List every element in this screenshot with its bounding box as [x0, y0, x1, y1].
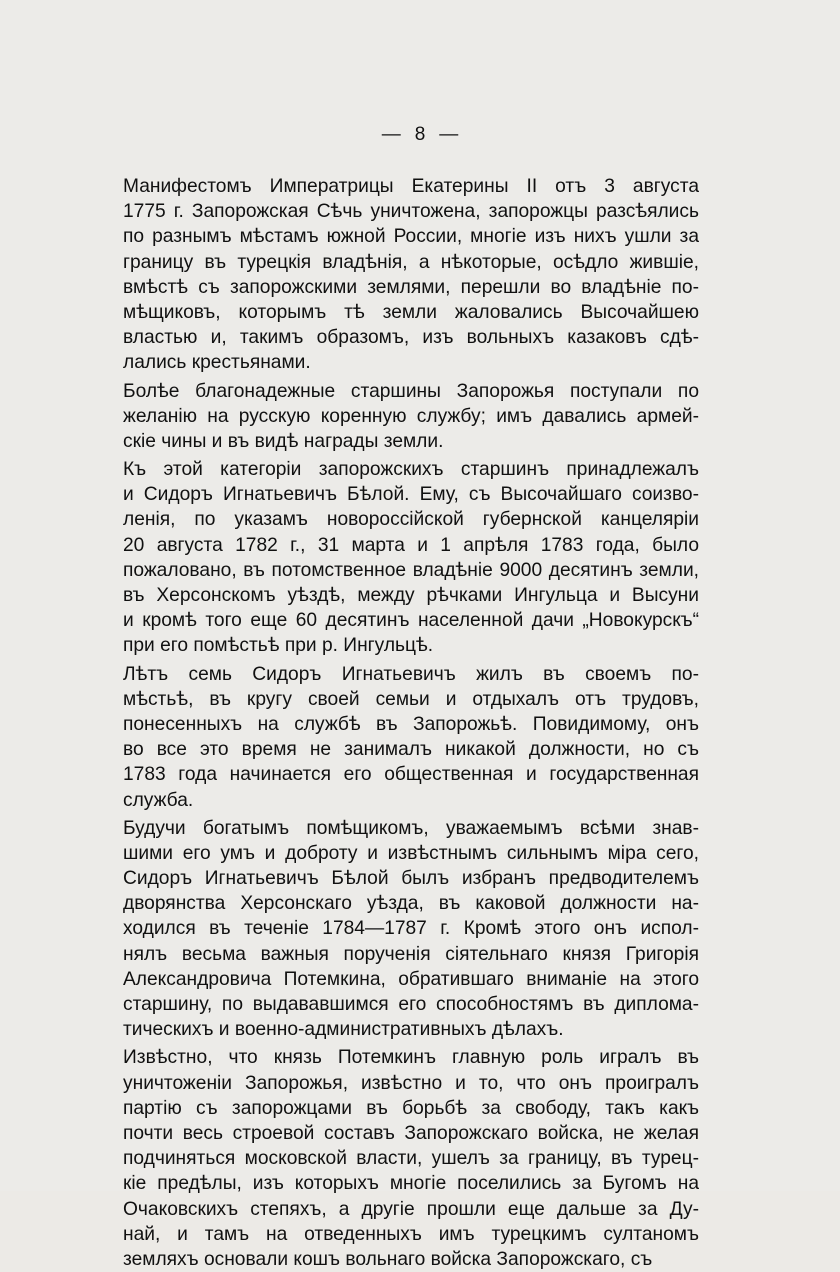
text-line: при его помѣстьѣ при р. Ингульцѣ.	[123, 635, 434, 657]
text-line: мѣщиковъ, которымъ тѣ земли жаловались Высочайшею	[123, 301, 699, 323]
text-line: 1775 г. Запорожская Сѣчь уничтожена, запорожцы разсѣялись	[123, 201, 699, 223]
text-line: тическихъ и военно-административныхъ дѣлахъ.	[123, 1019, 564, 1041]
text-line: Будучи богатымъ помѣщикомъ, уважаемымъ всѣми знав-	[123, 817, 699, 839]
text-line: най, и тамъ на отведенныхъ имъ турецкимъ султаномъ	[123, 1223, 699, 1245]
paragraph	[123, 816, 699, 1043]
text-line: скіе чины и въ видѣ награды земли.	[123, 430, 444, 452]
text-line: вмѣстѣ съ запорожскими землями, перешли во владѣніе по-	[123, 276, 699, 298]
text-line: нялъ весьма важныя порученія сіятельнаго князя Григорія	[123, 943, 699, 965]
text-line: властью и, такимъ образомъ, изъ вольныхъ казаковъ сдѣ-	[123, 327, 699, 349]
text-line: Сидоръ Игнатьевичъ Бѣлой былъ избранъ предводителемъ	[123, 868, 699, 890]
paragraph	[123, 1045, 699, 1272]
text-line: Извѣстно, что князь Потемкинъ главную роль игралъ въ	[123, 1047, 699, 1069]
text-line: Болѣе благонадежные старшины Запорожья поступали по	[123, 380, 699, 402]
text-line: по разнымъ мѣстамъ южной России, многіе изъ нихъ ушли за	[123, 226, 699, 248]
header-dash-right: —	[439, 124, 459, 145]
text-line: Лѣтъ семь Сидоръ Игнатьевичъ жилъ въ своемъ по-	[123, 663, 699, 685]
text-line: подчиняться московской власти, ушелъ за границу, въ турец-	[123, 1148, 699, 1170]
text-line: въ Херсонскомъ уѣздѣ, между рѣчками Ингульца и Высуни	[123, 585, 699, 606]
paragraph	[123, 457, 699, 659]
header-dash-left: —	[381, 124, 401, 145]
text-line: и кромѣ того еще 60 десятинъ населенной дачи „Новокурскъ“	[123, 610, 699, 632]
text-line: мѣстьѣ, въ кругу своей семьи и отдыхалъ отъ трудовъ,	[123, 688, 699, 710]
body-text	[123, 174, 699, 1272]
text-line: во все это время не занималъ никакой должности, но съ	[123, 739, 699, 761]
text-line: старшину, по выдававшимся его способностямъ въ диплома-	[123, 994, 699, 1015]
text-line: ходился въ теченіе 1784—1787 г. Кромѣ этого онъ испол-	[123, 918, 699, 940]
page-number-header	[0, 124, 840, 146]
text-line: 20 августа 1782 г., 31 марта и 1 апрѣля 1783 года, было	[123, 534, 699, 556]
text-line: Очаковскихъ степяхъ, а другіе прошли еще дальше за Ду-	[123, 1198, 699, 1220]
text-line: понесенныхъ на службѣ въ Запорожьѣ. Повидимому, онъ	[123, 713, 699, 735]
text-line: уничтоженіи Запорожья, извѣстно и то, что онъ проигралъ	[123, 1072, 699, 1094]
text-line: служба.	[123, 789, 194, 811]
text-line: границу въ турецкія владѣнія, а нѣкоторые, осѣдло жившіе,	[123, 251, 699, 273]
text-line: ленія, по указамъ новороссійской губернской канцеляріи	[123, 509, 699, 531]
page-number: 8	[414, 124, 426, 145]
text-line: почти весь строевой составъ Запорожскаго войска, не желая	[123, 1122, 699, 1144]
text-line: Къ этой категоріи запорожскихъ старшинъ принадлежалъ	[123, 459, 699, 481]
text-line: и Сидоръ Игнатьевичъ Бѣлой. Ему, съ Высочайшаго соизво-	[123, 484, 699, 506]
text-line: кіе предѣлы, изъ которыхъ многіе поселились за Бугомъ на	[123, 1173, 699, 1195]
text-line: 1783 года начинается его общественная и государственная	[123, 764, 699, 786]
text-line: пожаловано, въ потомственное владѣніе 9000 десятинъ земли,	[123, 559, 699, 581]
paragraph	[123, 662, 699, 813]
text-line: шими его умъ и доброту и извѣстнымъ сильнымъ міра сего,	[123, 842, 699, 864]
paragraph	[123, 174, 699, 376]
text-line: лались крестьянами.	[123, 352, 311, 374]
text-line: Манифестомъ Императрицы Екатерины II отъ 3 августа	[123, 176, 699, 197]
text-line: дворянства Херсонскаго уѣзда, въ каковой должности на-	[123, 893, 699, 915]
text-line: Александровича Потемкина, обратившаго вниманіе на этого	[123, 968, 699, 990]
paragraph	[123, 379, 699, 455]
text-line: желанію на русскую коренную службу; имъ давались армей-	[123, 405, 699, 427]
text-line: партію съ запорожцами въ борьбѣ за свободу, такъ какъ	[123, 1097, 699, 1119]
text-line: земляхъ основали кошъ вольнаго войска Запорожскаго, съ	[123, 1248, 653, 1270]
